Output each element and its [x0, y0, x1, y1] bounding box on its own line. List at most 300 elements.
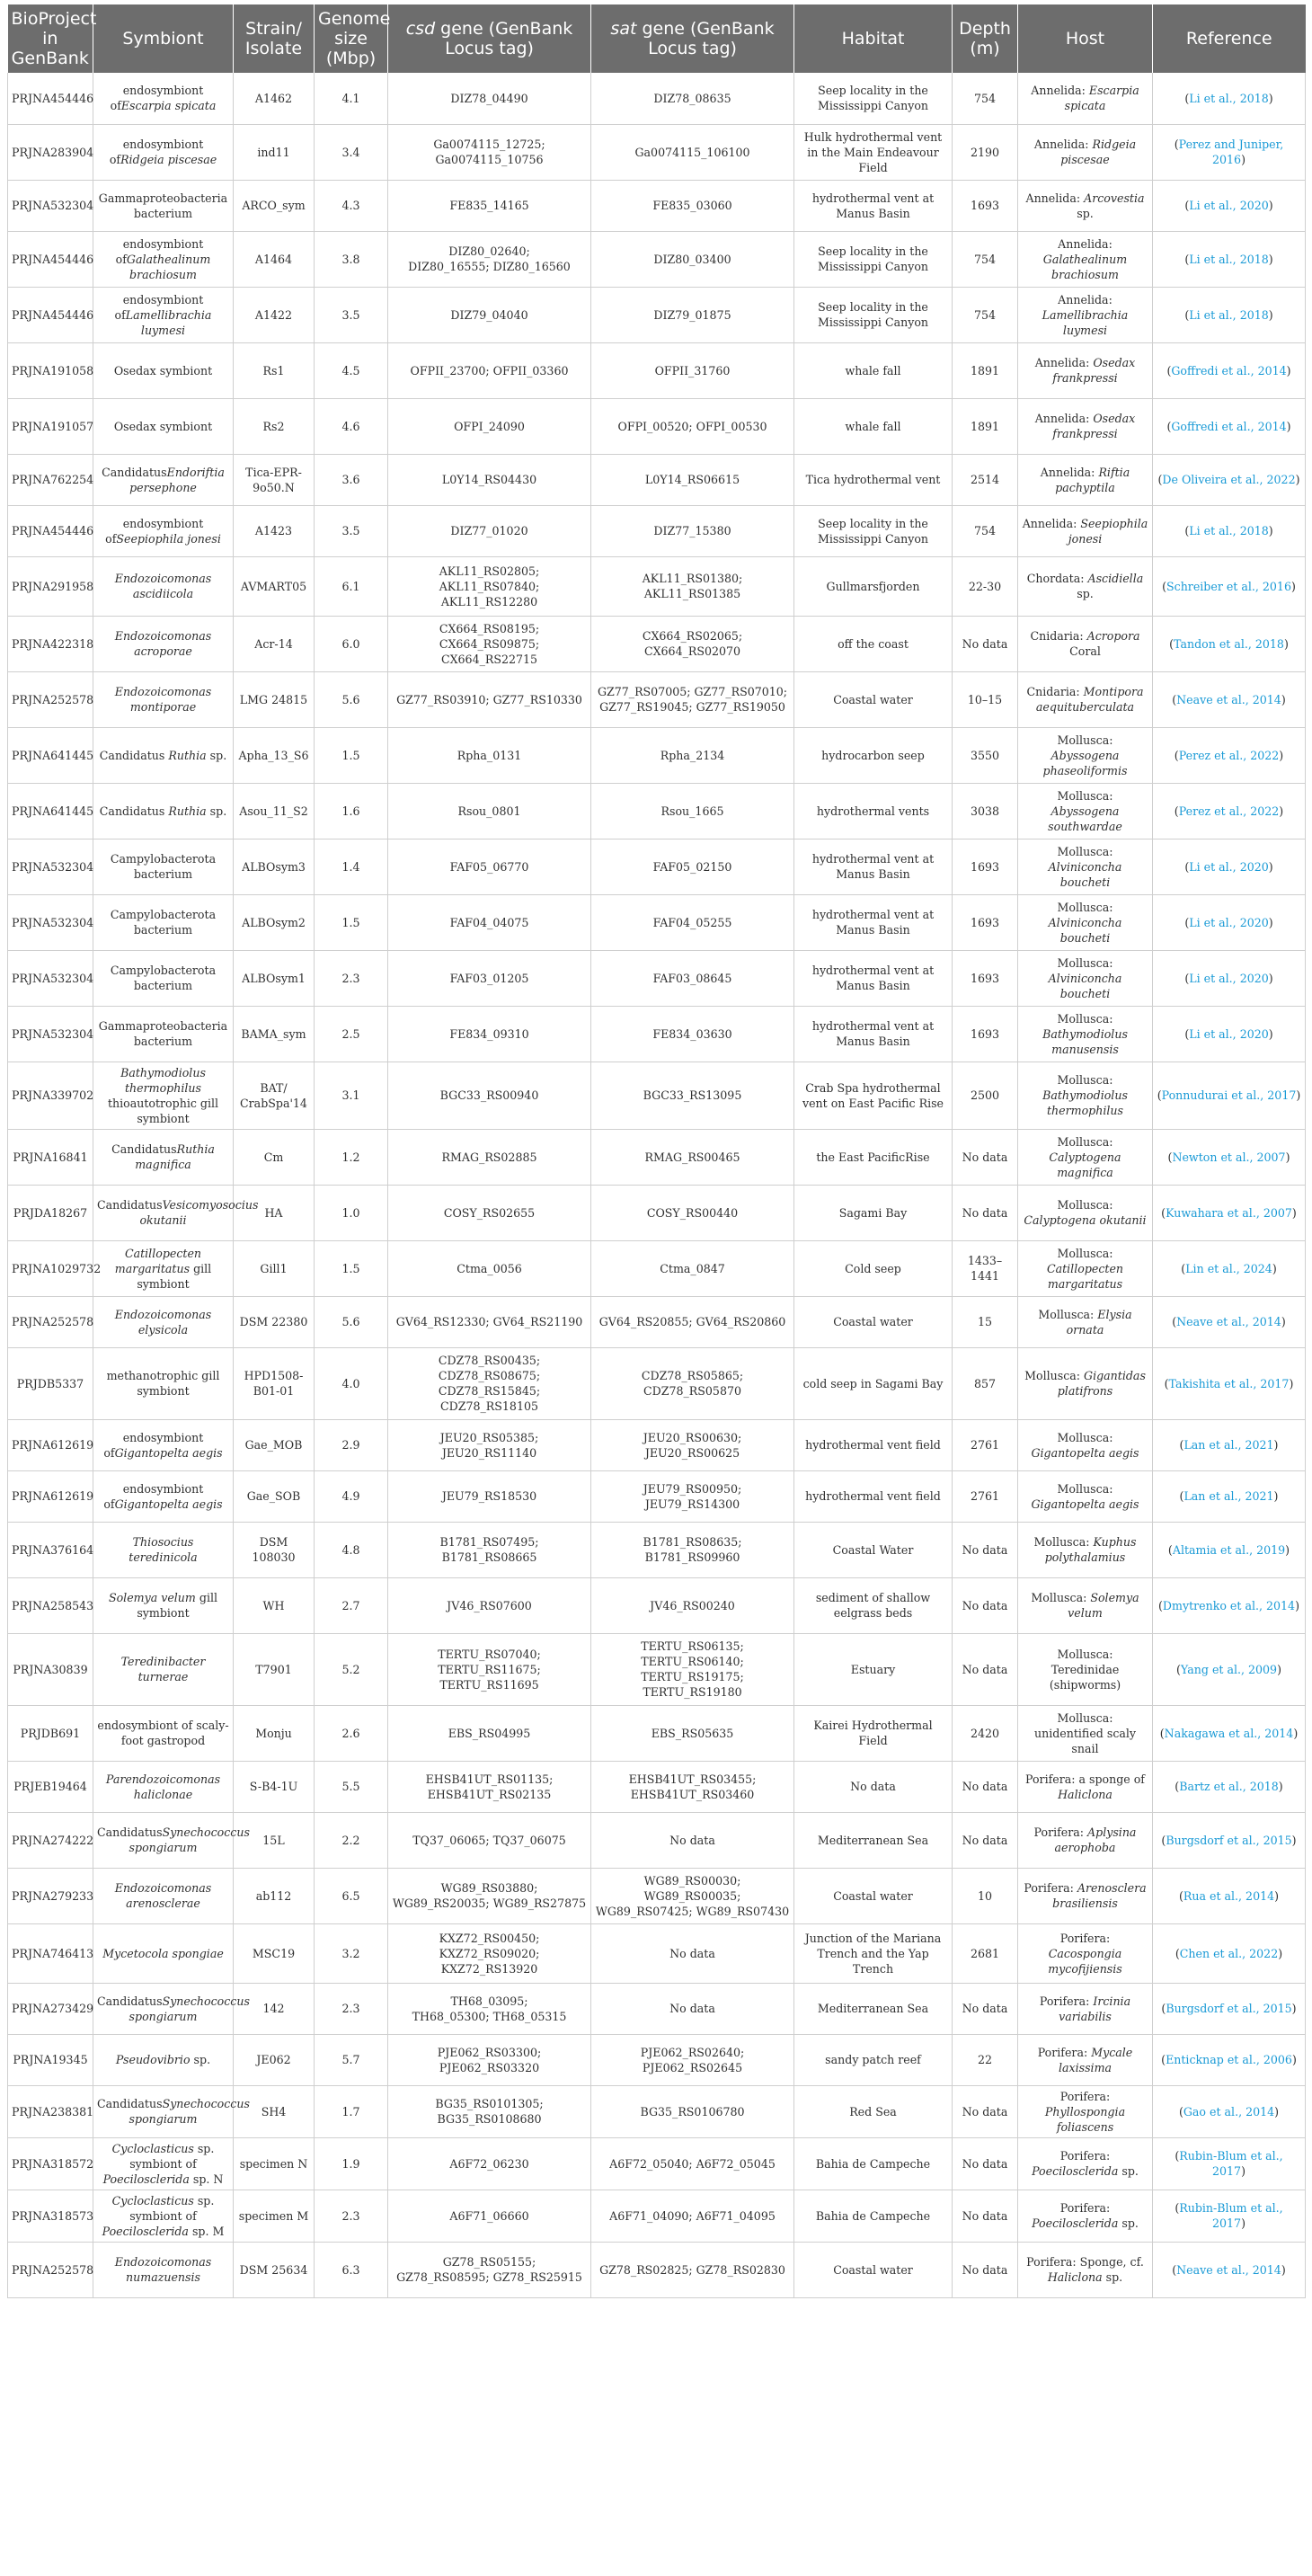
reference-link[interactable]: Goffredi et al., 2014: [1171, 419, 1287, 433]
header-row: [8, 4, 1306, 73]
genome-size-cell: 4.9: [315, 1470, 388, 1522]
table-row: [8, 231, 1306, 287]
table-row: [8, 1923, 1306, 1983]
bioproject-cell: PRJNA532304: [8, 180, 93, 231]
table-row: [8, 1419, 1306, 1470]
reference-link[interactable]: Li et al., 2018: [1189, 307, 1269, 322]
text-part: Haliclona: [1058, 1787, 1113, 1801]
text-part: endosymbiont of: [103, 1430, 204, 1460]
table-row: [8, 671, 1306, 727]
locus-tag: CDZ78_RS18105: [440, 1399, 538, 1413]
host-cell: [1018, 287, 1153, 342]
reference-link[interactable]: Rua et al., 2014: [1183, 1888, 1275, 1903]
reference-link[interactable]: Schreiber et al., 2016: [1166, 579, 1291, 593]
locus-tag: EHSB41UT_RS01135;: [425, 1772, 554, 1786]
strain-cell: 15L: [234, 1812, 315, 1868]
locus-tag: A6F72_05040; A6F72_05045: [609, 2156, 776, 2171]
text-part: Gammaproteobacteria bacterium: [98, 1019, 228, 1048]
csd-gene-cell: [388, 1419, 591, 1470]
text-part: Coral: [1069, 644, 1101, 658]
reference-cell: (Ponnudurai et al., 2017): [1153, 1061, 1306, 1129]
locus-tag: TERTU_RS07040;: [438, 1647, 541, 1661]
sat-gene-cell: [591, 1577, 794, 1633]
reference-cell: (Yang et al., 2009): [1153, 1633, 1306, 1705]
locus-tag: GZ78_RS08595; GZ78_RS25915: [396, 2270, 582, 2284]
habitat-cell: Red Sea: [794, 2085, 953, 2137]
reference-link[interactable]: Tandon et al., 2018: [1174, 636, 1284, 651]
text-part: Porifera:: [1059, 2089, 1111, 2103]
locus-tag: Rpha_0131: [457, 748, 522, 762]
genome-size-cell: 4.3: [315, 180, 388, 231]
reference-link[interactable]: Perez and Juniper, 2016: [1178, 138, 1284, 166]
locus-tag: OFPII_23700; OFPII_03360: [410, 363, 569, 378]
strain-cell: LMG 24815: [234, 671, 315, 727]
sat-gene-cell: [591, 505, 794, 556]
table-row: [8, 727, 1306, 783]
depth-cell: 2681: [953, 1923, 1018, 1983]
csd-gene-cell: [388, 1240, 591, 1296]
locus-tag: AKL11_RS07840;: [439, 579, 540, 593]
text-part: Candidatus: [102, 465, 167, 479]
genome-size-cell: 2.7: [315, 1577, 388, 1633]
reference-link[interactable]: Burgsdorf et al., 2015: [1166, 1833, 1292, 1847]
text-part: sp.: [1118, 2164, 1139, 2178]
table-row: [8, 783, 1306, 839]
text-part: Porifera:: [1033, 1825, 1088, 1839]
locus-tag: GZ77_RS19045; GZ77_RS19050: [599, 700, 785, 714]
strain-cell: DSM 108030: [234, 1522, 315, 1577]
locus-tag: CX664_RS09875;: [439, 636, 540, 651]
genome-size-cell: 3.6: [315, 454, 388, 505]
reference-link[interactable]: Li et al., 2020: [1189, 1026, 1269, 1041]
strain-cell: WH: [234, 1577, 315, 1633]
text-part: endosymbiont of: [105, 516, 204, 546]
host-cell: [1018, 1347, 1153, 1419]
reference-link[interactable]: Kuwahara et al., 2007: [1166, 1205, 1292, 1220]
locus-tag: Ga0074115_106100: [634, 145, 750, 159]
locus-tag: KXZ72_RS09020;: [439, 1946, 540, 1960]
reference-link[interactable]: Newton et al., 2007: [1172, 1150, 1286, 1164]
bioproject-cell: PRJNA641445: [8, 727, 93, 783]
sat-rest: gene (GenBank Locus tag): [636, 19, 775, 58]
text-part: Mycetocola spongiae: [102, 1946, 224, 1960]
sat-gene-cell: [591, 2190, 794, 2242]
symbiont-cell: [93, 1296, 234, 1347]
habitat-cell: Tica hydrothermal vent: [794, 454, 953, 505]
reference-link[interactable]: Gao et al., 2014: [1183, 2104, 1275, 2119]
host-cell: [1018, 1705, 1153, 1761]
text-part: endosymbiont of: [110, 84, 204, 113]
symbiont-cell: [93, 1470, 234, 1522]
text-part: Aplysina aerophoba: [1054, 1825, 1137, 1854]
text-part: Parendozoicomonas haliclonae: [105, 1772, 221, 1801]
strain-cell: 142: [234, 1983, 315, 2034]
sat-gene-cell: [591, 454, 794, 505]
text-part: Mollusca: Teredinidae (shipworms): [1049, 1647, 1121, 1692]
table-row: [8, 1868, 1306, 1923]
symbiont-cell: [93, 727, 234, 783]
host-cell: [1018, 342, 1153, 398]
depth-cell: No data: [953, 616, 1018, 671]
text-part: Ruthia: [168, 748, 207, 762]
locus-tag: RMAG_RS02885: [441, 1150, 537, 1164]
depth-cell: 1433–1441: [953, 1240, 1018, 1296]
bioproject-cell: PRJDB691: [8, 1705, 93, 1761]
habitat-cell: Crab Spa hydrothermal vent on East Pacific Rise: [794, 1061, 953, 1129]
genome-size-cell: 2.9: [315, 1419, 388, 1470]
text-part: Mollusca:: [1057, 1011, 1113, 1026]
table-row: [8, 398, 1306, 454]
locus-tag: OFPII_31760: [654, 363, 731, 378]
locus-tag: TQ37_06065; TQ37_06075: [412, 1833, 566, 1847]
text-part: Solemya velum: [1068, 1591, 1139, 1620]
host-cell: [1018, 1419, 1153, 1470]
reference-link[interactable]: Li et al., 2020: [1189, 199, 1269, 212]
csd-gene-cell: [388, 2242, 591, 2297]
locus-tag: JEU20_RS05385; JEU20_RS11140: [439, 1430, 539, 1460]
locus-tag: FAF05_02150: [652, 859, 732, 874]
reference-cell: (Perez et al., 2022): [1153, 727, 1306, 783]
text-part: Annelida:: [1031, 84, 1089, 98]
text-part: Porifera:: [1059, 2149, 1111, 2163]
sat-gene-cell: [591, 839, 794, 894]
bioproject-cell: PRJEB19464: [8, 1761, 93, 1812]
sat-gene-cell: [591, 1705, 794, 1761]
bioproject-cell: PRJNA238381: [8, 2085, 93, 2137]
sat-gene-cell: [591, 671, 794, 727]
reference-link[interactable]: Burgsdorf et al., 2015: [1166, 2002, 1292, 2015]
reference-link[interactable]: Li et al., 2018: [1189, 524, 1269, 537]
reference-link[interactable]: Dmytrenko et al., 2014: [1162, 1598, 1296, 1612]
text-part: Porifera:: [1059, 2201, 1111, 2215]
text-part: gill symbiont: [137, 1591, 218, 1620]
table-row: [8, 2034, 1306, 2085]
csd-gene-cell: [388, 2190, 591, 2242]
table-row: [8, 950, 1306, 1006]
text-part: Gigantopelta aegis: [114, 1497, 223, 1511]
table-body: [8, 73, 1306, 2297]
text-part: Osedax symbiont: [113, 419, 213, 433]
locus-tag: DIZ79_01875: [653, 307, 731, 322]
reference-cell: (Schreiber et al., 2016): [1153, 556, 1306, 616]
text-part: Pseudovibrio: [115, 2053, 191, 2066]
text-part: Candidatus: [111, 1142, 177, 1156]
strain-cell: specimen N: [234, 2137, 315, 2190]
host-cell: [1018, 180, 1153, 231]
locus-tag: PJE062_RS03320: [439, 2060, 540, 2074]
host-cell: [1018, 454, 1153, 505]
text-part: Cnidaria:: [1030, 629, 1087, 643]
locus-tag: GZ78_RS02825; GZ78_RS02830: [599, 2262, 785, 2277]
text-part: Mollusca:: [1057, 1481, 1113, 1496]
reference-link[interactable]: Neave et al., 2014: [1176, 2262, 1281, 2277]
reference-cell: (Li et al., 2018): [1153, 231, 1306, 287]
strain-cell: S-B4-1U: [234, 1761, 315, 1812]
symbiont-cell: [93, 287, 234, 342]
locus-tag: Ga0074115_10756: [435, 153, 544, 166]
table-row: [8, 454, 1306, 505]
bioproject-cell: PRJNA279233: [8, 1868, 93, 1923]
text-part: Candidatus: [99, 748, 169, 762]
text-part: Mollusca:: [1033, 1535, 1094, 1549]
sat-gene-cell: [591, 950, 794, 1006]
genome-size-cell: 2.6: [315, 1705, 388, 1761]
text-part: sp. N: [189, 2172, 224, 2186]
symbiont-cell: [93, 398, 234, 454]
symbiont-cell: [93, 124, 234, 180]
habitat-cell: Junction of the Mariana Trench and the Yap Trench: [794, 1923, 953, 1983]
csd-gene-cell: [388, 2137, 591, 2190]
reference-link[interactable]: Enticknap et al., 2006: [1166, 2053, 1292, 2066]
reference-link[interactable]: Nakagawa et al., 2014: [1164, 1726, 1294, 1740]
bioproject-cell: PRJNA252578: [8, 1296, 93, 1347]
host-cell: [1018, 1240, 1153, 1296]
reference-link[interactable]: Perez et al., 2022: [1178, 748, 1280, 762]
table-row: [8, 1761, 1306, 1812]
strain-cell: BAT/ CrabSpa'14: [234, 1061, 315, 1129]
text-part: Seepiophila jonesi: [1068, 516, 1148, 546]
strain-cell: ARCO_sym: [234, 180, 315, 231]
depth-cell: 1693: [953, 839, 1018, 894]
habitat-cell: hydrothermal vent at Manus Basin: [794, 1006, 953, 1061]
sat-gene-cell: [591, 1812, 794, 1868]
text-part: Osedax frankpressi: [1052, 356, 1136, 385]
symbiont-cell: [93, 950, 234, 1006]
text-part: Synechococcus spongiarum: [129, 1825, 250, 1854]
csd-gene-cell: [388, 671, 591, 727]
habitat-cell: off the coast: [794, 616, 953, 671]
reference-cell: (Tandon et al., 2018): [1153, 616, 1306, 671]
text-part: Osedax frankpressi: [1052, 412, 1136, 440]
strain-cell: Monju: [234, 1705, 315, 1761]
text-part: Porifera:: [1059, 1931, 1111, 1945]
table-row: [8, 1347, 1306, 1419]
text-part: Endozoicomonas ascidiicola: [114, 572, 212, 600]
depth-cell: 2514: [953, 454, 1018, 505]
text-part: Gigantopelta aegis: [1031, 1497, 1139, 1511]
strain-cell: MSC19: [234, 1923, 315, 1983]
reference-link[interactable]: Perez et al., 2022: [1178, 804, 1280, 818]
symbiont-cell: [93, 1347, 234, 1419]
reference-link[interactable]: Li et al., 2018: [1189, 252, 1269, 266]
csd-gene-cell: [388, 342, 591, 398]
host-cell: [1018, 2034, 1153, 2085]
genome-size-cell: 3.1: [315, 1061, 388, 1129]
host-cell: [1018, 1470, 1153, 1522]
sat-gene-cell: [591, 727, 794, 783]
habitat-cell: hydrothermal vent at Manus Basin: [794, 950, 953, 1006]
bioproject-cell: PRJNA30839: [8, 1633, 93, 1705]
depth-cell: 15: [953, 1296, 1018, 1347]
locus-tag: DIZ77_01020: [450, 524, 528, 537]
depth-cell: 1891: [953, 398, 1018, 454]
reference-link[interactable]: Li et al., 2020: [1189, 859, 1269, 874]
locus-tag: CX664_RS22715: [440, 652, 538, 666]
locus-tag: FAF04_04075: [449, 915, 529, 929]
reference-link[interactable]: Takishita et al., 2017: [1168, 1376, 1290, 1390]
csd-gene-cell: [388, 1061, 591, 1129]
csd-gene-cell: [388, 1470, 591, 1522]
sat-gene-cell: [591, 2242, 794, 2297]
table-row: [8, 556, 1306, 616]
reference-link[interactable]: Altamia et al., 2019: [1172, 1542, 1286, 1557]
sat-gene-cell: [591, 1240, 794, 1296]
symbiont-cell: [93, 2137, 234, 2190]
host-cell: [1018, 671, 1153, 727]
bioproject-cell: PRJNA191057: [8, 398, 93, 454]
genome-size-cell: 3.5: [315, 287, 388, 342]
text-part: thioautotrophic gill symbiont: [107, 1096, 219, 1125]
host-cell: [1018, 2085, 1153, 2137]
reference-cell: (Bartz et al., 2018): [1153, 1761, 1306, 1812]
host-cell: [1018, 1633, 1153, 1705]
csd-gene-cell: [388, 398, 591, 454]
text-part: Kuphus polythalamius: [1044, 1535, 1137, 1564]
text-part: Poecilosclerida: [102, 2224, 189, 2238]
reference-link[interactable]: Ponnudurai et al., 2017: [1161, 1088, 1297, 1102]
reference-link[interactable]: Neave et al., 2014: [1176, 692, 1281, 706]
text-part: Campylobacterota bacterium: [110, 964, 217, 992]
strain-cell: Gae_SOB: [234, 1470, 315, 1522]
symbiont-cell: [93, 2190, 234, 2242]
habitat-cell: sandy patch reef: [794, 2034, 953, 2085]
bioproject-cell: PRJNA454446: [8, 73, 93, 124]
reference-cell: (Goffredi et al., 2014): [1153, 342, 1306, 398]
reference-link[interactable]: Neave et al., 2014: [1176, 1315, 1281, 1328]
habitat-cell: Sagami Bay: [794, 1185, 953, 1240]
text-part: methanotrophic gill symbiont: [106, 1369, 220, 1398]
locus-tag: FAF03_01205: [449, 971, 529, 985]
habitat-cell: hydrothermal vent at Manus Basin: [794, 180, 953, 231]
reference-link[interactable]: Li et al., 2020: [1189, 915, 1269, 929]
locus-tag: GZ77_RS07005; GZ77_RS07010;: [597, 685, 788, 698]
genome-size-cell: 1.7: [315, 2085, 388, 2137]
text-part: Thiosocius teredinicola: [129, 1535, 198, 1564]
reference-link[interactable]: Lan et al., 2021: [1183, 1489, 1274, 1503]
reference-link[interactable]: Li et al., 2018: [1189, 91, 1269, 105]
habitat-cell: Coastal Water: [794, 1522, 953, 1577]
depth-cell: 2761: [953, 1419, 1018, 1470]
host-cell: [1018, 505, 1153, 556]
reference-cell: (Rubin-Blum et al., 2017): [1153, 2190, 1306, 2242]
symbiont-cell: [93, 231, 234, 287]
reference-cell: (De Oliveira et al., 2022): [1153, 454, 1306, 505]
genome-size-cell: 2.3: [315, 2190, 388, 2242]
reference-link[interactable]: Yang et al., 2009: [1180, 1662, 1278, 1676]
reference-link[interactable]: Rubin-Blum et al., 2017: [1179, 2201, 1283, 2230]
table-row: [8, 1061, 1306, 1129]
locus-tag: EBS_RS05635: [651, 1726, 734, 1740]
depth-cell: 2190: [953, 124, 1018, 180]
genome-size-cell: 4.0: [315, 1347, 388, 1419]
reference-link[interactable]: De Oliveira et al., 2022: [1162, 473, 1296, 486]
locus-tag: TERTU_RS06135;: [641, 1639, 744, 1653]
text-part: Endozoicomonas numazuensis: [114, 2255, 212, 2284]
csd-gene-cell: [388, 1185, 591, 1240]
text-part: Candidatus: [97, 1994, 163, 2008]
locus-tag: KXZ72_RS00450;: [439, 1931, 540, 1945]
text-part: Seepiophila jonesi: [116, 531, 221, 546]
genome-size-cell: 5.2: [315, 1633, 388, 1705]
habitat-cell: hydrothermal vent at Manus Basin: [794, 839, 953, 894]
locus-tag: AKL11_RS02805;: [439, 564, 540, 578]
reference-link[interactable]: Bartz et al., 2018: [1179, 1780, 1279, 1793]
genome-size-cell: 3.4: [315, 124, 388, 180]
csd-gene-cell: [388, 1006, 591, 1061]
depth-cell: No data: [953, 2137, 1018, 2190]
habitat-cell: Seep locality in the Mississippi Canyon: [794, 231, 953, 287]
locus-tag: A6F72_06230: [449, 2156, 529, 2171]
text-part: endosymbiont of scaly-foot gastropod: [97, 1719, 229, 1747]
reference-link[interactable]: Lan et al., 2021: [1183, 1438, 1274, 1452]
reference-link[interactable]: Rubin-Blum et al., 2017: [1179, 2149, 1283, 2178]
reference-link[interactable]: Li et al., 2020: [1189, 971, 1269, 985]
sat-gene-cell: [591, 1061, 794, 1129]
strain-cell: SH4: [234, 2085, 315, 2137]
reference-cell: (Newton et al., 2007): [1153, 1129, 1306, 1185]
genome-size-cell: 2.3: [315, 950, 388, 1006]
habitat-cell: whale fall: [794, 342, 953, 398]
text-part: sp. symbiont of: [129, 2141, 215, 2171]
csd-gene-cell: [388, 1868, 591, 1923]
text-part: sp.: [1118, 2216, 1139, 2230]
strain-cell: Rs2: [234, 398, 315, 454]
bioproject-cell: PRJNA746413: [8, 1923, 93, 1983]
habitat-cell: Bahia de Campeche: [794, 2137, 953, 2190]
col-csd-gene: [388, 4, 591, 73]
locus-tag: Ga0074115_12725;: [433, 138, 545, 151]
sat-gene-cell: [591, 1129, 794, 1185]
sat-gene-cell: [591, 1868, 794, 1923]
table-row: [8, 180, 1306, 231]
text-part: Escarpia spicata: [120, 99, 217, 113]
strain-cell: ab112: [234, 1868, 315, 1923]
text-part: Escarpia spicata: [1064, 84, 1139, 113]
depth-cell: No data: [953, 1761, 1018, 1812]
csd-gene-cell: [388, 180, 591, 231]
bioproject-cell: PRJNA191058: [8, 342, 93, 398]
reference-link[interactable]: Chen et al., 2022: [1179, 1946, 1279, 1960]
depth-cell: 2761: [953, 1470, 1018, 1522]
csd-gene-cell: [388, 1347, 591, 1419]
habitat-cell: Seep locality in the Mississippi Canyon: [794, 287, 953, 342]
table-row: [8, 342, 1306, 398]
locus-tag: FE834_03630: [652, 1026, 732, 1041]
habitat-cell: hydrocarbon seep: [794, 727, 953, 783]
host-cell: [1018, 231, 1153, 287]
reference-link[interactable]: Goffredi et al., 2014: [1171, 363, 1287, 378]
depth-cell: No data: [953, 1812, 1018, 1868]
sat-gene-cell: [591, 1006, 794, 1061]
locus-tag: WG89_RS00030; WG89_RS00035;: [643, 1873, 741, 1903]
text-part: Mycale laxissima: [1058, 2045, 1133, 2074]
text-part: sp.: [1077, 206, 1094, 220]
reference-cell: (Rubin-Blum et al., 2017): [1153, 2137, 1306, 2190]
text-part: Poecilosclerida: [1032, 2216, 1119, 2230]
depth-cell: 754: [953, 505, 1018, 556]
sat-gene-cell: [591, 894, 794, 950]
table-row: [8, 1577, 1306, 1633]
text-part: Endoriftia persephone: [129, 465, 225, 494]
locus-tag: Rsou_1665: [660, 804, 724, 818]
bioproject-cell: PRJNA1029732: [8, 1240, 93, 1296]
csd-gene-cell: [388, 1296, 591, 1347]
reference-link[interactable]: Lin et al., 2024: [1185, 1261, 1272, 1275]
text-part: Lamellibrachia luymesi: [125, 307, 212, 337]
table-row: [8, 1129, 1306, 1185]
locus-tag: PJE062_RS02640; PJE062_RS02645: [640, 2045, 745, 2074]
csd-gene-cell: [388, 231, 591, 287]
